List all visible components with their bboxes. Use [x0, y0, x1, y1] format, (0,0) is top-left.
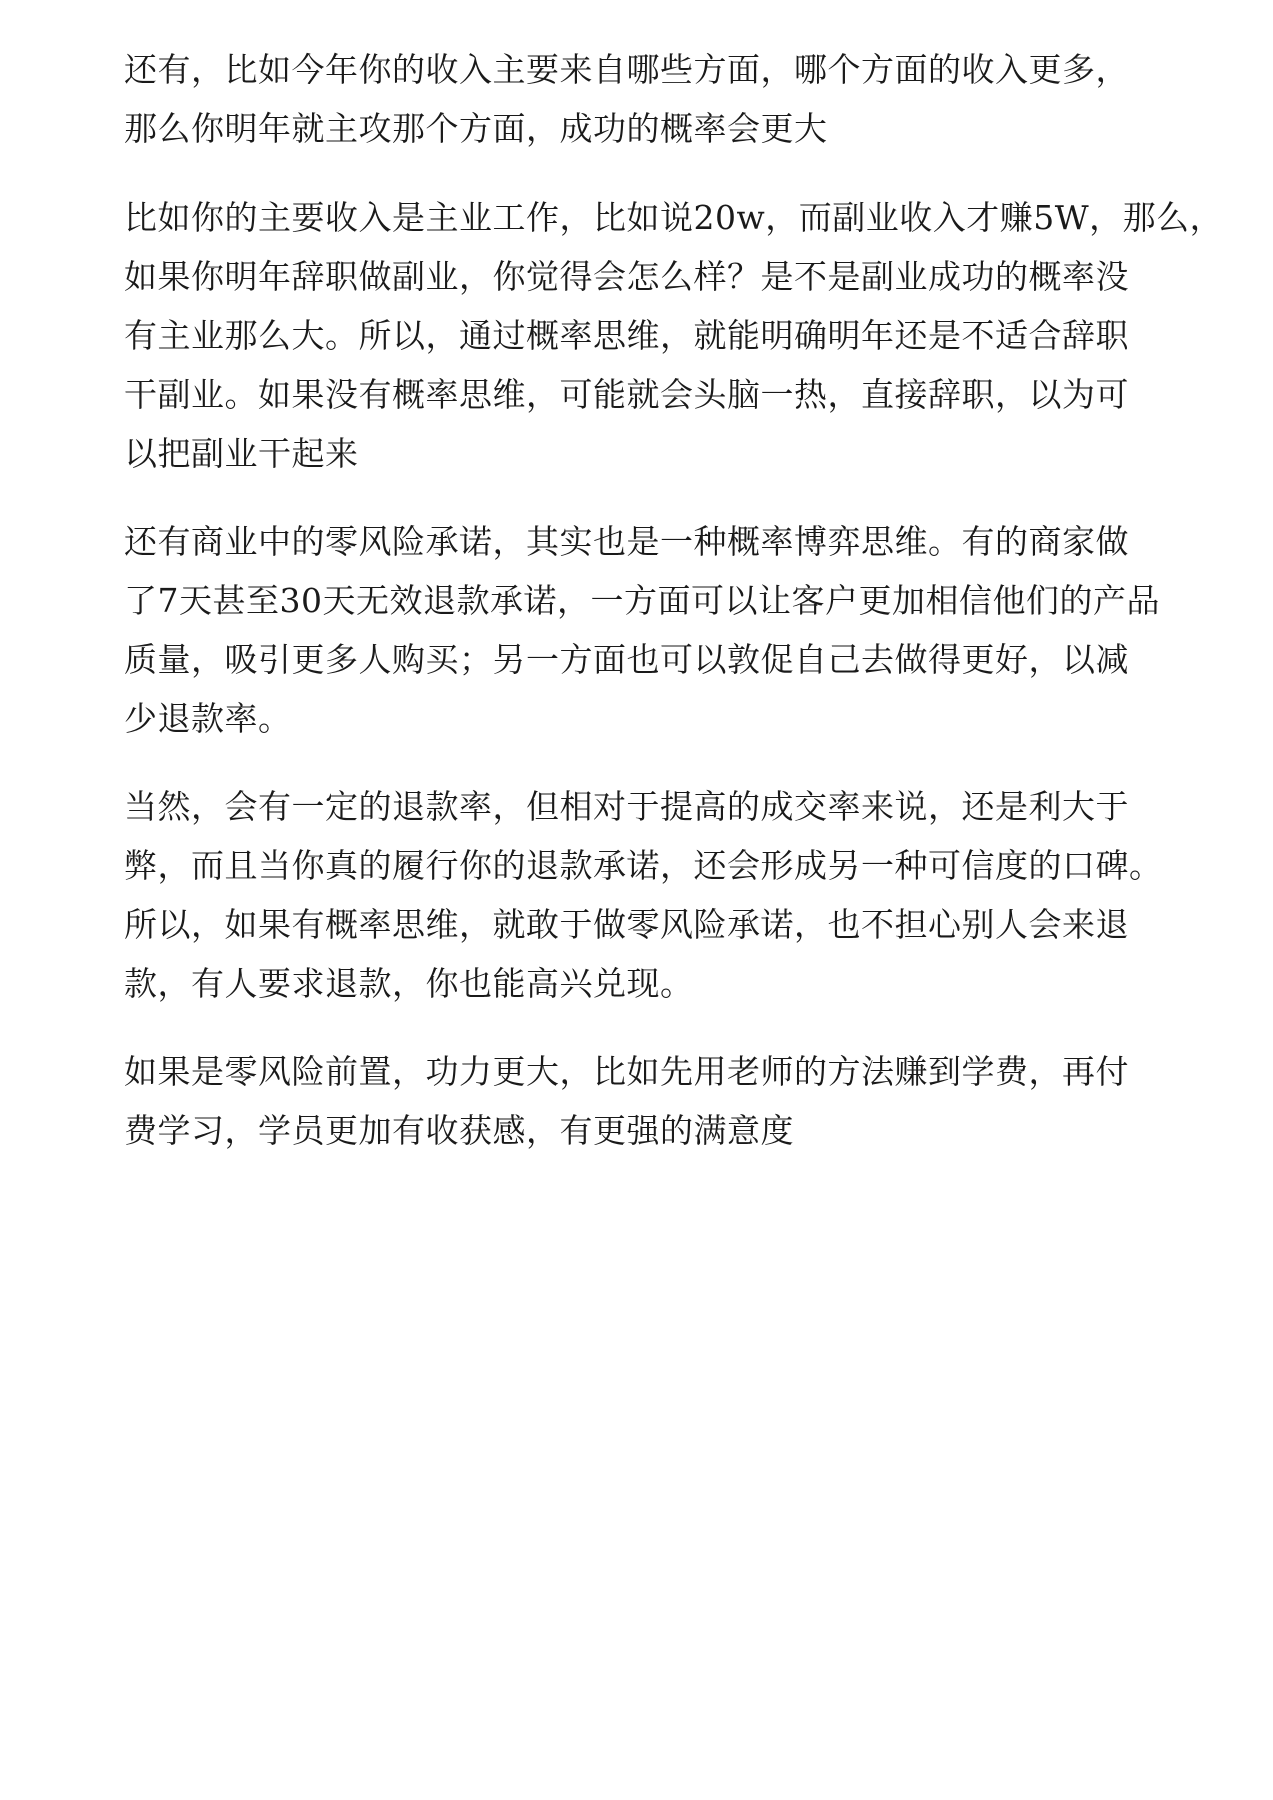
- paragraph-2-line-1: 比如你的主要收入是主业工作，比如说20w，而副业收入才赚5W，那么，: [124, 198, 1224, 237]
- paragraph-4-line-2: 弊，而且当你真的履行你的退款承诺，还会形成另一种可信度的口碑。: [124, 846, 1163, 885]
- paragraph-5-line-1: 如果是零风险前置，功力更大，比如先用老师的方法赚到学费，再付: [124, 1052, 1129, 1091]
- paragraph-1-line-1: 还有，比如今年你的收入主要来自哪些方面，哪个方面的收入更多，: [124, 50, 1129, 89]
- paragraph-3-line-3: 质量，吸引更多人购买；另一方面也可以敦促自己去做得更好，以减: [124, 640, 1129, 679]
- paragraph-5-line-2: 费学习，学员更加有收获感，有更强的满意度: [124, 1111, 794, 1150]
- paragraph-3-line-2: 了7天甚至30天无效退款承诺，一方面可以让客户更加相信他们的产品: [124, 581, 1160, 620]
- paragraph-1-line-2: 那么你明年就主攻那个方面，成功的概率会更大: [124, 109, 828, 148]
- paragraph-2-line-2: 如果你明年辞职做副业，你觉得会怎么样？是不是副业成功的概率没: [124, 257, 1129, 296]
- paragraph-2-line-3: 有主业那么大。所以，通过概率思维，就能明确明年还是不适合辞职: [124, 316, 1129, 355]
- paragraph-4-line-3: 所以，如果有概率思维，就敢于做零风险承诺，也不担心别人会来退: [124, 905, 1129, 944]
- paragraph-4-line-4: 款，有人要求退款，你也能高兴兑现。: [124, 964, 694, 1003]
- paragraph-4-line-1: 当然，会有一定的退款率，但相对于提高的成交率来说，还是利大于: [124, 787, 1129, 826]
- paragraph-2-line-4: 干副业。如果没有概率思维，可能就会头脑一热，直接辞职，以为可: [124, 375, 1129, 414]
- paragraph-2-line-5: 以把副业干起来: [124, 434, 359, 473]
- paragraph-3-line-4: 少退款率。: [124, 699, 292, 738]
- paragraph-3-line-1: 还有商业中的零风险承诺，其实也是一种概率博弈思维。有的商家做: [124, 522, 1129, 561]
